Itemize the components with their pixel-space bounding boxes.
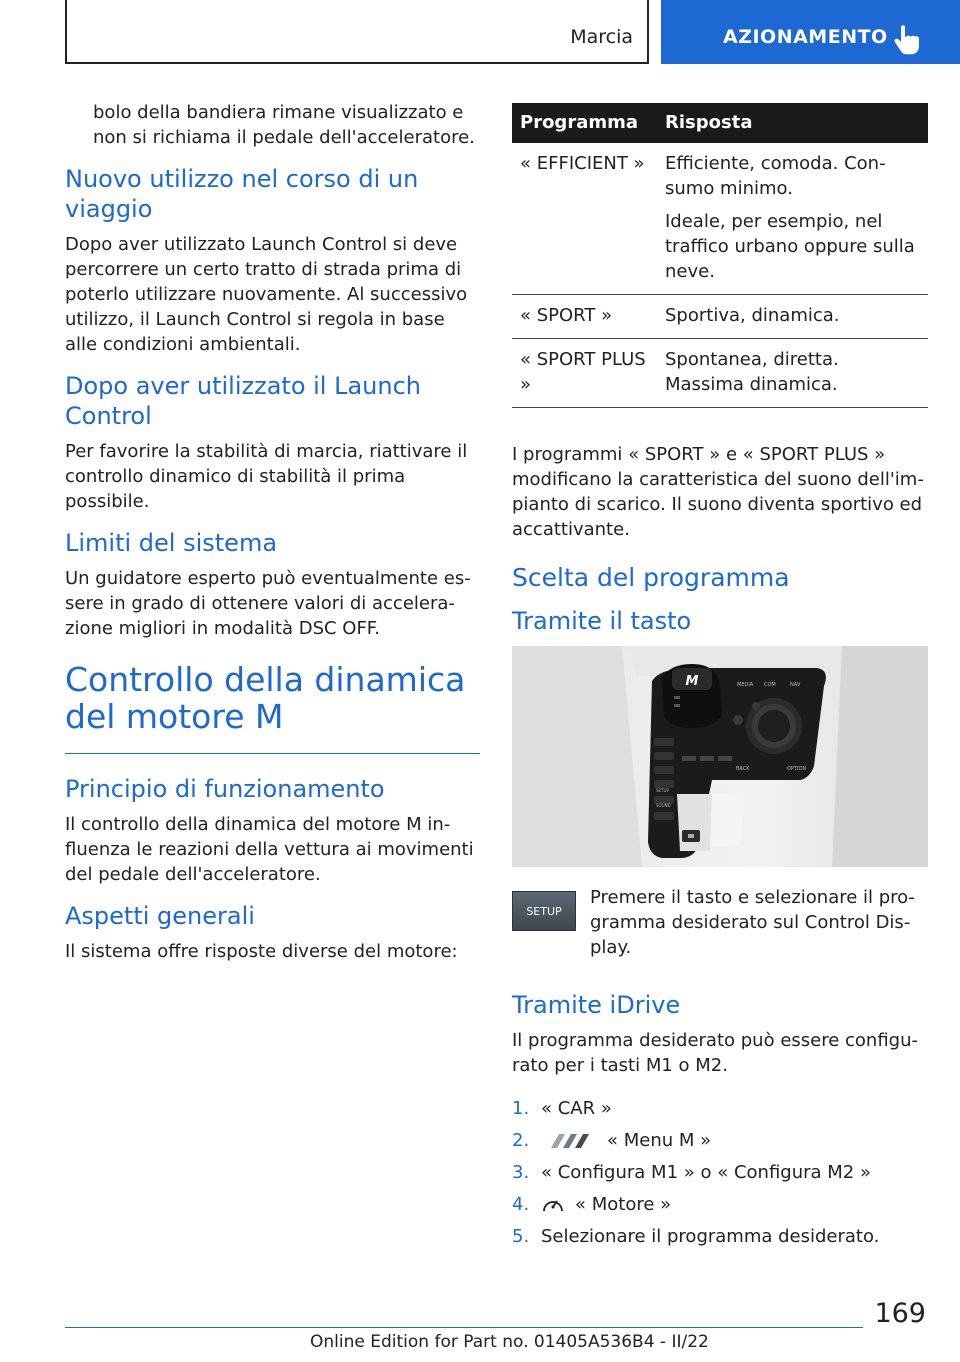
setup-console-label: SETUP (656, 788, 669, 793)
list-item (512, 1096, 928, 1121)
heading-nuovo-utilizzo: Nuovo utilizzo nel corso di un viaggio (65, 165, 419, 223)
paragraph-limiti-sistema: Un guidatore esperto può eventualmente essere in grado di ottenere valori di accelerazione migliori in modalità DSC OFF. (65, 568, 471, 639)
table-row (512, 339, 928, 408)
center-console-photo (512, 646, 928, 867)
m-logo-label: M (685, 674, 699, 689)
paragraph-dopo-launch: Per favorire la stabilità di marcia, riattivare il controllo dinamico di stabilità il prima possibile. (65, 441, 468, 512)
program-table (512, 103, 928, 408)
com-button-label: COM (764, 682, 776, 688)
list-item (512, 1224, 928, 1249)
center-console-illustration (512, 646, 928, 867)
media-button-label: MEDIA (737, 682, 754, 688)
setup-instruction (512, 885, 928, 960)
table-cell-response (657, 143, 928, 295)
table-row (512, 295, 928, 339)
header-chapter-title: AZIONAMENTO (723, 26, 888, 48)
table-row (512, 143, 928, 295)
table-cell-program: « SPORT » (512, 295, 657, 339)
table-header-risposta: Risposta (657, 103, 928, 143)
response-line: Efficiente, comoda. Consumo minimo. (665, 153, 886, 199)
sound-console-label: SOUND (656, 803, 671, 808)
step-text: « CAR » (541, 1098, 612, 1119)
paragraph-programmi-suono: I programmi « SPORT » e « SPORT PLUS » modificano la caratteristica del suono dell'impianto di scarico. Il suono diventa sportivo ed accattivante. (512, 444, 924, 540)
step-number: 1. (512, 1098, 530, 1119)
step-text: Selezionare il programma desiderato. (541, 1226, 880, 1247)
header-chapter-tab[interactable] (661, 0, 960, 64)
response-line: Ideale, per esempio, nel traffico urbano oppure sulla neve. (665, 211, 915, 282)
header-section-box (65, 0, 649, 64)
list-item (512, 1192, 928, 1217)
table-header-programma: Programma (512, 103, 657, 143)
footer-divider (65, 1327, 863, 1328)
left-column (65, 100, 480, 978)
intro-paragraph: bolo della bandiera rimane visualizzato e non si richiama il pedale dell'acceleratore. (93, 102, 475, 148)
table-cell-response: Sportiva, dinamica. (657, 295, 928, 339)
heading-tramite-idrive: Tramite iDrive (512, 991, 681, 1019)
header-section-title: Marcia (570, 26, 633, 48)
speedometer-icon (541, 1195, 565, 1215)
page-number: 169 (874, 1298, 926, 1329)
right-column (512, 100, 928, 1256)
table-cell-program: « EFFICIENT » (512, 143, 657, 295)
table-cell-response: Spontanea, diretta. Massima dinamica. (657, 339, 928, 408)
paragraph-principio: Il controllo della dinamica del motore M influenza le reazioni della vettura ai movimenti del pedale dell'acceleratore. (65, 814, 474, 885)
nav-button-label: NAV (790, 682, 801, 688)
step-number: 3. (512, 1162, 530, 1183)
footer-edition: Online Edition for Part no. 01405A536B4 - II/22 (310, 1332, 709, 1352)
paragraph-nuovo-utilizzo: Dopo aver utilizzato Launch Control si deve percorrere un certo tratto di strada prima di poterlo utilizzare nuovamente. Al successivo utilizzo, il Launch Control si regola in base alle condizioni ambientali. (65, 234, 468, 355)
step-text: « Menu M » (607, 1130, 712, 1151)
list-item (512, 1128, 928, 1153)
step-number: 5. (512, 1226, 530, 1247)
heading-tramite-tasto: Tramite il tasto (512, 607, 692, 635)
list-item (512, 1160, 928, 1185)
step-text: « Motore » (575, 1194, 672, 1215)
heading-principio: Principio di funzionamento (65, 775, 385, 803)
pointing-hand-icon (893, 24, 921, 56)
option-button-label: OPTION (787, 766, 807, 772)
paragraph-setup: Premere il tasto e selezionare il programma desiderato sul Control Display. (590, 887, 915, 958)
step-number: 2. (512, 1130, 530, 1151)
table-cell-program: « SPORT PLUS » (512, 339, 657, 408)
back-button-label: BACK (736, 766, 750, 772)
m-menu-icon (541, 1132, 597, 1150)
paragraph-idrive: Il programma desiderato può essere configurato per i tasti M1 o M2. (512, 1030, 919, 1076)
heading-aspetti-generali: Aspetti generali (65, 902, 255, 930)
step-number: 4. (512, 1194, 530, 1215)
setup-button-icon: SETUP (512, 891, 576, 931)
step-text: « Configura M1 » o « Configura M2 » (541, 1162, 871, 1183)
idrive-steps-list (512, 1096, 928, 1249)
paragraph-aspetti-generali: Il sistema offre risposte diverse del motore: (65, 941, 458, 962)
chapter-heading-controllo-dinamica: Controllo della dinamica del motore M (65, 661, 480, 754)
heading-scelta-programma: Scelta del programma (512, 563, 790, 592)
heading-limiti-sistema: Limiti del sistema (65, 529, 278, 557)
heading-dopo-launch: Dopo aver utilizzato il Launch Control (65, 372, 422, 430)
